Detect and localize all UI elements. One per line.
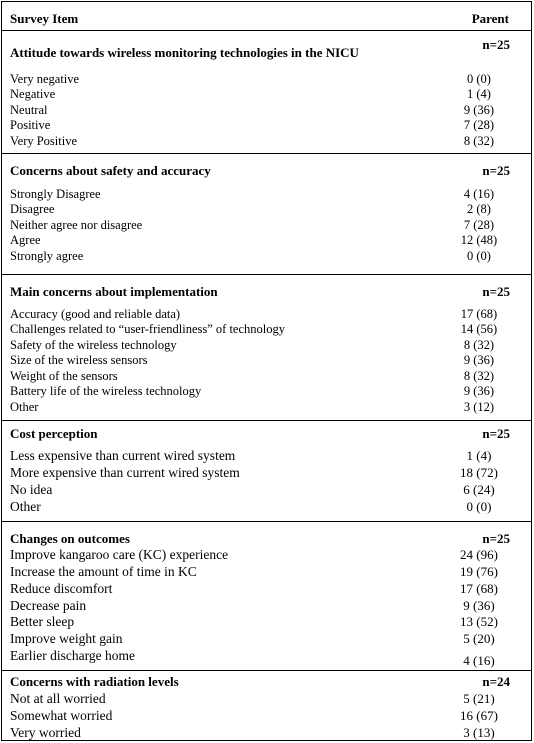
- row-value: 9 (36): [463, 384, 495, 398]
- row-label: Better sleep: [10, 614, 75, 629]
- row-value: 4 (16): [463, 653, 495, 668]
- row-label: Positive: [10, 118, 51, 132]
- row-label: Very Positive: [10, 134, 78, 148]
- row-value: 17 (68): [460, 581, 498, 596]
- row-label: Increase the amount of time in KC: [10, 564, 197, 579]
- row-value: 12 (48): [460, 233, 498, 247]
- row-value: 9 (36): [463, 598, 495, 613]
- section-title: Concerns about safety and accuracy: [10, 163, 211, 178]
- row-value: 9 (36): [463, 353, 495, 367]
- section-n: n=24: [482, 674, 510, 689]
- section-n: n=25: [482, 426, 510, 441]
- section-title: Attitude towards wireless monitoring technologies in the NICU: [10, 45, 359, 60]
- row-value: 2 (8): [467, 202, 491, 216]
- section-divider: [2, 274, 531, 275]
- row-label: Strongly Disagree: [10, 187, 101, 201]
- row-label: Challenges related to “user-friendliness” of technology: [10, 322, 285, 336]
- row-value: 8 (32): [463, 338, 495, 352]
- row-label: Negative: [10, 87, 56, 101]
- section-title: Concerns with radiation levels: [10, 674, 179, 689]
- row-label: Not at all worried: [10, 691, 106, 706]
- row-value: 7 (28): [463, 218, 495, 232]
- section-divider: [2, 420, 531, 421]
- row-value: 17 (68): [460, 307, 498, 321]
- row-value: 3 (13): [463, 725, 495, 740]
- section-title: Cost perception: [10, 426, 98, 441]
- row-value: 19 (76): [460, 564, 498, 579]
- row-value: 0 (0): [467, 249, 491, 263]
- row-label: Agree: [10, 233, 41, 247]
- row-value: 13 (52): [460, 614, 498, 629]
- row-value: 7 (28): [463, 118, 495, 132]
- row-label: Very worried: [10, 725, 81, 740]
- row-label: Neutral: [10, 103, 48, 117]
- row-label: Accuracy (good and reliable data): [10, 307, 181, 321]
- section-n: n=25: [482, 37, 510, 52]
- row-label: Size of the wireless sensors: [10, 353, 148, 367]
- row-value: 9 (36): [463, 103, 495, 117]
- row-value: 16 (67): [460, 708, 498, 723]
- row-label: Decrease pain: [10, 598, 87, 613]
- row-value: 8 (32): [463, 369, 495, 383]
- survey-table: [1, 1, 532, 741]
- row-value: 4 (16): [463, 187, 495, 201]
- row-label: Strongly agree: [10, 249, 84, 263]
- row-value: 5 (20): [463, 631, 495, 646]
- row-value: 1 (4): [466, 448, 492, 463]
- row-label: Very negative: [10, 72, 80, 86]
- row-value: 24 (96): [460, 547, 498, 562]
- row-label: Other: [10, 400, 39, 414]
- row-value: 5 (21): [463, 691, 495, 706]
- section-divider: [2, 670, 531, 671]
- row-label: Reduce discomfort: [10, 581, 113, 596]
- header-divider: [2, 30, 531, 31]
- row-value: 0 (0): [467, 72, 491, 86]
- section-title: Main concerns about implementation: [10, 284, 218, 299]
- column-header-parent: Parent: [471, 11, 509, 26]
- row-label: Other: [10, 499, 41, 514]
- section-divider: [2, 153, 531, 154]
- row-label: Neither agree nor disagree: [10, 218, 143, 232]
- row-label: Earlier discharge home: [10, 648, 135, 663]
- column-header-survey-item: Survey Item: [10, 11, 79, 26]
- row-label: Disagree: [10, 202, 55, 216]
- row-label: Safety of the wireless technology: [10, 338, 177, 352]
- row-label: Somewhat worried: [10, 708, 113, 723]
- row-label: Battery life of the wireless technology: [10, 384, 202, 398]
- row-value: 3 (12): [463, 400, 495, 414]
- row-value: 18 (72): [460, 465, 498, 480]
- section-n: n=25: [482, 163, 510, 178]
- section-divider: [2, 521, 531, 522]
- row-value: 8 (32): [463, 134, 495, 148]
- row-label: Improve kangaroo care (KC) experience: [10, 547, 229, 562]
- row-value: 6 (24): [463, 482, 495, 497]
- row-value: 0 (0): [466, 499, 492, 514]
- section-title: Changes on outcomes: [10, 531, 130, 546]
- section-n: n=25: [482, 531, 510, 546]
- section-n: n=25: [482, 284, 510, 299]
- row-label: More expensive than current wired system: [10, 465, 240, 480]
- row-label: Weight of the sensors: [10, 369, 118, 383]
- row-value: 1 (4): [467, 87, 491, 101]
- row-value: 14 (56): [460, 322, 498, 336]
- row-label: Less expensive than current wired system: [10, 448, 236, 463]
- row-label: No idea: [10, 482, 53, 497]
- row-label: Improve weight gain: [10, 631, 123, 646]
